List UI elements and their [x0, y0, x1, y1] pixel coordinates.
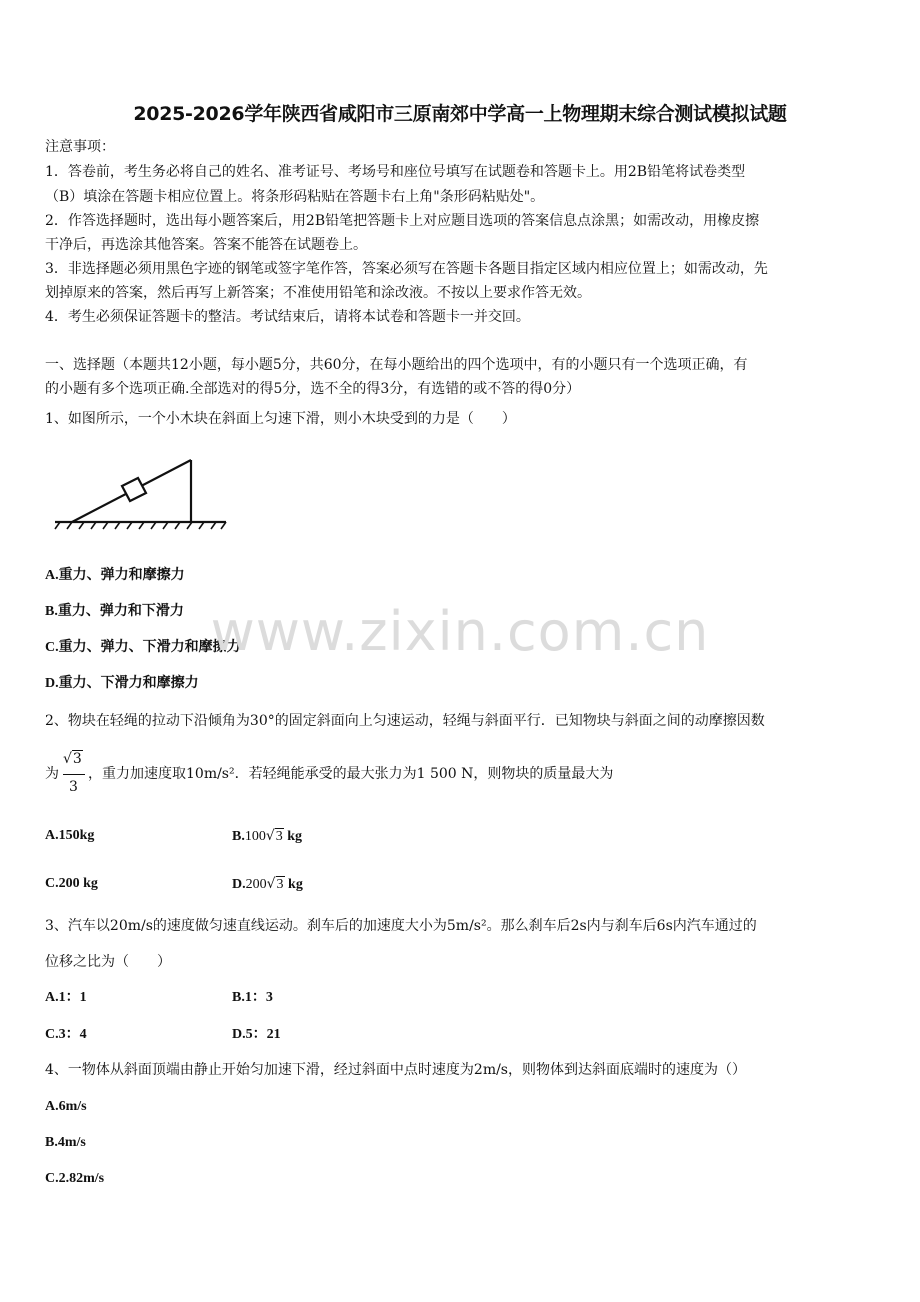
notice-line: 2．作答选择题时，选出每小题答案后，用2B铅笔把答题卡上对应题目选项的答案信息点涂黑；如需改动，用橡皮擦	[45, 213, 760, 229]
q2-option-b: B.100√3 kg	[232, 828, 303, 844]
fraction-bar	[63, 774, 85, 775]
question-4-stem: 4、一物体从斜面顶端由静止开始匀加速下滑，经过斜面中点时速度为2m/s，则物体到达斜面底端时的速度为（）	[45, 1062, 746, 1078]
q1-option-d: D.重力、下滑力和摩擦力	[45, 676, 199, 691]
q2-option-c: C.200 kg	[45, 876, 98, 891]
q1-option-c: C.重力、弹力、下滑力和摩擦力	[45, 640, 241, 655]
friction-fraction	[63, 751, 87, 801]
q3-option-c: C.3：4	[45, 1027, 87, 1042]
notice-line: 3．非选择题必须用黑色字迹的钢笔或签字笔作答，答案必须写在答题卡各题目指定区域内相应位置上；如需改动，先	[45, 261, 768, 277]
q4-option-a: A.6m/s	[45, 1099, 87, 1114]
q3-option-a: A.1：1	[45, 990, 87, 1005]
wooden-block	[122, 478, 146, 501]
fraction-numerator: √3	[63, 751, 82, 767]
notice-line: 4．考生必须保证答题卡的整洁。考试结束后，请将本试卷和答题卡一并交回。	[45, 309, 530, 325]
page-title: 2025-2026学年陕西省咸阳市三原南郊中学高一上物理期末综合测试模拟试题	[133, 103, 787, 125]
q4-option-b: B.4m/s	[45, 1135, 86, 1150]
q1-option-b: B.重力、弹力和下滑力	[45, 604, 184, 619]
incline-diagram	[50, 452, 230, 532]
notice-line: 划掉原来的答案，然后再写上新答案；不准使用铅笔和涂改液。不按以上要求作答无效。	[45, 285, 591, 301]
fraction-denominator: 3	[69, 779, 78, 795]
question-3-stem: 3、汽车以20m/s的速度做匀速直线运动。刹车后的加速度大小为5m/s²。那么刹车后2s内与刹车后6s内汽车通过的	[45, 918, 757, 934]
notice-line: （B）填涂在答题卡相应位置上。将条形码粘贴在答题卡右上角"条形码粘贴处"。	[45, 189, 545, 205]
watermark: www.zixin.com.cn	[210, 600, 710, 663]
question-1-stem: 1、如图所示，一个小木块在斜面上匀速下滑，则小木块受到的力是（ ）	[45, 411, 516, 427]
q3-option-b: B.1：3	[232, 990, 273, 1005]
q1-option-a: A.重力、弹力和摩擦力	[45, 568, 185, 583]
notice-line: 1．答卷前，考生务必将自己的姓名、准考证号、考场号和座位号填写在试题卷和答题卡上。用2B铅笔将试卷类型	[45, 164, 746, 180]
notice-heading: 注意事项：	[45, 139, 115, 155]
q2-option-d: D.200√3 kg	[232, 876, 303, 892]
question-2-stem: 2、物块在轻绳的拉动下沿倾角为30°的固定斜面向上匀速运动，轻绳与斜面平行．已知物块与斜面之间的动摩擦因数	[45, 713, 765, 729]
q4-option-c: C.2.82m/s	[45, 1171, 105, 1186]
question-3-stem-cont: 位移之比为（ ）	[45, 954, 171, 970]
notice-line: 干净后，再选涂其他答案。答案不能答在试题卷上。	[45, 237, 367, 253]
question-2-prefix: 为	[45, 766, 59, 782]
question-2-stem-cont: ，重力加速度取10m/s²．若轻绳能承受的最大张力为1 500 N，则物块的质量最大为	[88, 766, 614, 782]
section-heading-line: 一、选择题（本题共12小题，每小题5分，共60分，在每小题给出的四个选项中，有的小题只有一个选项正确，有	[45, 357, 748, 373]
section-heading-line: 的小题有多个选项正确.全部选对的得5分，选不全的得3分，有选错的或不答的得0分）	[45, 381, 581, 397]
q3-option-d: D.5：21	[232, 1027, 281, 1042]
q2-option-a: A.150kg	[45, 828, 95, 843]
